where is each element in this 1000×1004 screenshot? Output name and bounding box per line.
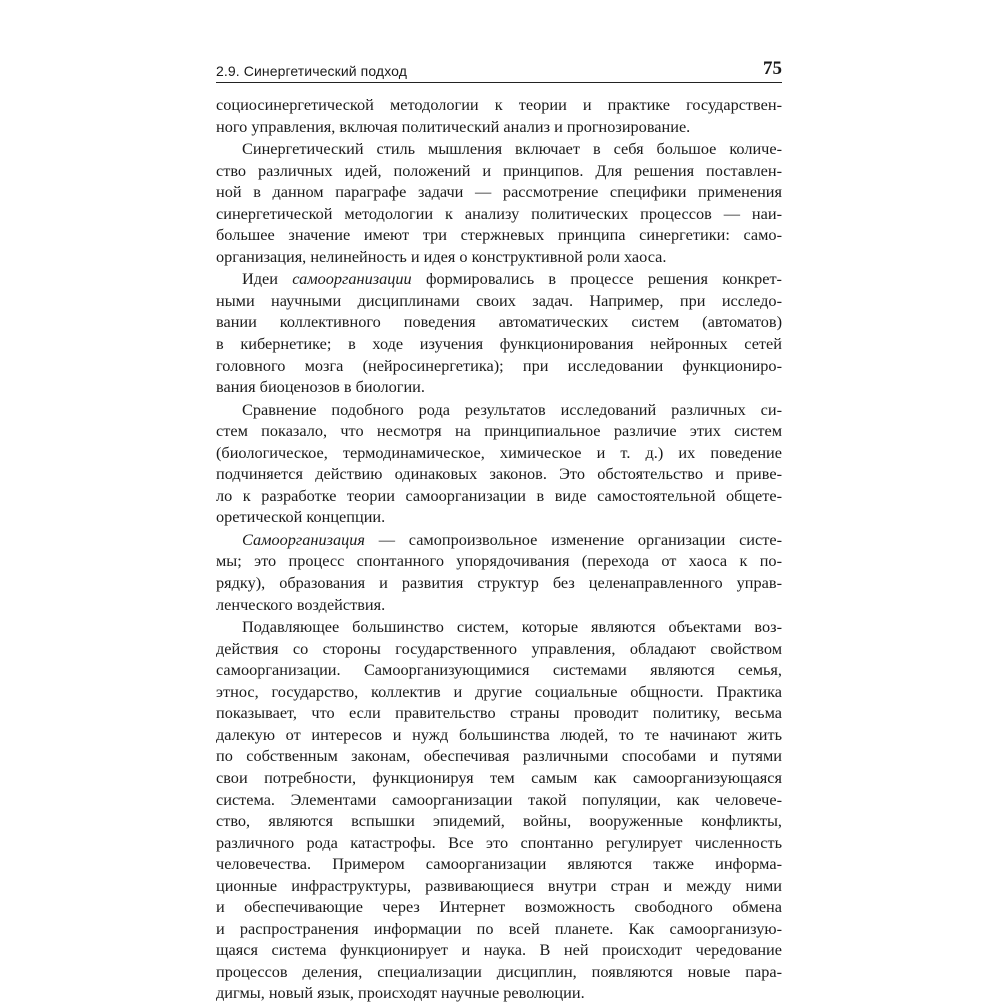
text-line: человечества. Примером самоорганизации являются также информа- bbox=[216, 854, 782, 874]
text-line: в кибернетике; в ходе изучения функционирования нейронных сетей bbox=[216, 334, 782, 354]
text-line: социосинергетической методологии к теории и практике государствен- bbox=[216, 95, 782, 114]
page-number: 75 bbox=[763, 58, 782, 79]
inline-text: Самоорганизация — самопроизвольное изменение организации систе- bbox=[242, 529, 782, 549]
text-line: процессов деления, специализации дисциплин, появляются новые пара- bbox=[216, 961, 782, 981]
text-line: и распространения информации по всей планете. Как самоорганизую- bbox=[216, 918, 782, 938]
text-line: свои потребности, функционируя тем самым как самоорганизующаяся bbox=[216, 767, 782, 787]
text-line: самоорганизации. Самоорганизующимися системами являются семья, bbox=[216, 660, 782, 680]
text-line: ной в данном параграфе задачи — рассмотрение специфики применения bbox=[216, 182, 782, 202]
text-line: различного рода катастрофы. Все это спонтанно регулирует численность bbox=[216, 832, 782, 852]
text-line: организация, нелинейность и идея о конструктивной роли хаоса. bbox=[216, 246, 667, 266]
text-line: подчиняется действию одинаковых законов. Это обстоятельство и приве- bbox=[216, 464, 782, 484]
text-line: щаяся система функционирует и наука. В ней происходит чередование bbox=[216, 940, 782, 960]
text-line: головного мозга (нейросинергетика); при исследовании функциониро- bbox=[216, 355, 782, 375]
text-line: (биологическое, термодинамическое, химическое и т. д.) их поведение bbox=[216, 442, 782, 462]
text-line: ного управления, включая политический анализ и прогнозирование. bbox=[216, 116, 691, 136]
text-line: вании коллективного поведения автоматических систем (автоматов) bbox=[216, 312, 782, 332]
text-line: система. Элементами самоорганизации такой популяции, как человече- bbox=[216, 789, 782, 809]
text-line: ство, являются вспышки эпидемий, войны, вооруженные конфликты, bbox=[216, 811, 782, 831]
text-line: оретической концепции. bbox=[216, 507, 386, 527]
text-line: стем показало, что несмотря на принципиальное различие этих систем bbox=[216, 421, 782, 441]
text-line: показывает, что если правительство страны проводит политику, весьма bbox=[216, 703, 782, 723]
text-line: и обеспечивающие через Интернет возможность свободного обмена bbox=[216, 897, 782, 917]
text-line: далекую от интересов и нужд большинства людей, то те начинают жить bbox=[216, 724, 782, 744]
text-line-mixed bbox=[216, 529, 782, 551]
text-line: вания биоценозов в биологии. bbox=[216, 377, 425, 397]
italic-term: Самоорганизация bbox=[242, 529, 365, 549]
text-line: ство различных идей, положений и принципов. Для решения поставлен- bbox=[216, 160, 782, 180]
text-line: ционные инфраструктуры, развивающиеся внутри стран и между ними bbox=[216, 875, 782, 895]
body-text bbox=[216, 94, 782, 1004]
text-line: по собственным законам, обеспечивая различными способами и путями bbox=[216, 746, 782, 766]
text-line: этнос, государство, коллектив и другие социальные общности. Практика bbox=[216, 681, 782, 701]
text-line: Сравнение подобного рода результатов исследований различных си- bbox=[242, 399, 782, 419]
text-line: ленческого воздействия. bbox=[216, 594, 386, 614]
italic-term: самоорганизации bbox=[292, 269, 412, 289]
text-line: ло к разработке теории самоорганизации в виде самостоятельной общете- bbox=[216, 485, 782, 505]
text-line: большее значение имеют три стержневых принципа синергетики: само- bbox=[216, 225, 782, 245]
text-line: ными научными дисциплинами своих задач. Например, при исследо- bbox=[216, 290, 782, 310]
text-line: Синергетический стиль мышления включает в себя большое количе- bbox=[242, 139, 782, 159]
text-line: мы; это процесс спонтанного упорядочивания (перехода от хаоса к по- bbox=[216, 551, 782, 571]
text-line: синергетической методологии к анализу политических процессов — наи- bbox=[216, 203, 782, 223]
text-line-mixed bbox=[216, 268, 782, 290]
text-line: действия со стороны государственного управления, обладают свойством bbox=[216, 638, 782, 658]
text-line: Подавляющее большинство систем, которые являются объектами воз- bbox=[242, 617, 782, 637]
inline-text: Идеи самоорганизации формировались в процессе решения конкрет- bbox=[242, 269, 782, 289]
section-title: 2.9. Синергетический подход bbox=[216, 63, 407, 79]
text-line: рядку), образования и развития структур без целенаправленного управ- bbox=[216, 573, 782, 593]
running-head bbox=[216, 60, 782, 83]
text-line: дигмы, новый язык, происходят научные революции. bbox=[216, 983, 585, 1003]
